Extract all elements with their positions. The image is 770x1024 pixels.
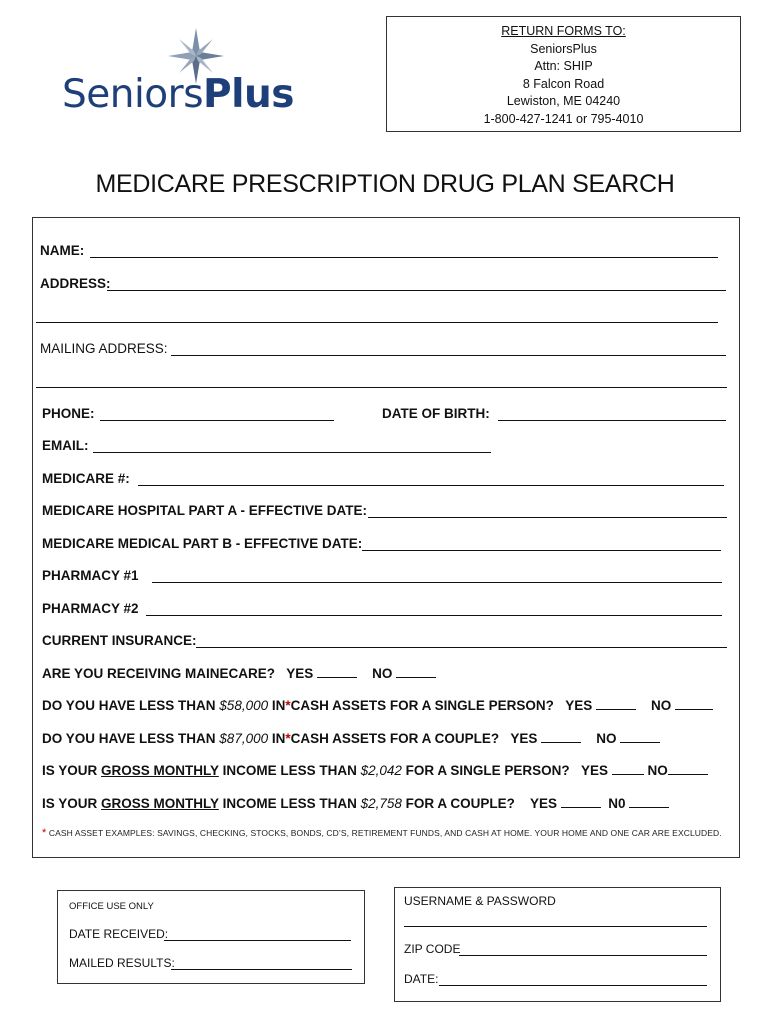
asterisk: * <box>285 698 291 713</box>
date-received-field[interactable] <box>164 940 351 941</box>
question-text: CASH ASSETS FOR A COUPLE? <box>290 731 500 746</box>
question-text: ARE YOU RECEIVING MAINECARE? <box>42 666 276 681</box>
yes-label: YES <box>565 698 593 713</box>
part-a-date-field[interactable] <box>368 517 727 518</box>
return-line: Lewiston, ME 04240 <box>506 94 621 108</box>
gross-monthly-text: GROSS MONTHLY <box>101 796 219 811</box>
current-insurance-field[interactable] <box>196 647 727 648</box>
medicare-number-field[interactable] <box>138 485 724 486</box>
mailed-results-label: MAILED RESULTS: <box>69 956 175 970</box>
mailing-address-field[interactable] <box>171 355 726 356</box>
mailing-address-label: MAILING ADDRESS: <box>40 341 168 356</box>
income-amount: $2,042 <box>360 763 402 778</box>
pharmacy-2-field[interactable] <box>146 615 722 616</box>
no-label: N0 <box>608 796 626 811</box>
income-amount: $2,758 <box>360 796 402 811</box>
zip-code-field[interactable] <box>459 955 707 956</box>
mailing-address-field-line-2[interactable] <box>36 387 727 388</box>
cash-asset-footnote <box>42 827 722 839</box>
couple-assets-yes-blank[interactable] <box>541 731 581 743</box>
current-insurance-label: CURRENT INSURANCE: <box>42 633 197 648</box>
asset-amount: $58,000 <box>219 698 269 713</box>
couple-assets-question <box>42 731 660 746</box>
single-income-yes-blank[interactable] <box>612 763 644 775</box>
username-password-heading: USERNAME & PASSWORD <box>404 894 556 908</box>
question-text: FOR A SINGLE PERSON? <box>405 763 570 778</box>
yes-label: YES <box>580 763 608 778</box>
question-text: IN <box>271 731 286 746</box>
yes-label: YES <box>510 731 538 746</box>
question-text: INCOME LESS THAN <box>222 796 357 811</box>
date-field[interactable] <box>439 985 707 986</box>
question-text: DO YOU HAVE LESS THAN <box>42 698 216 713</box>
name-field[interactable] <box>90 257 718 258</box>
gross-monthly-text: GROSS MONTHLY <box>101 763 219 778</box>
mainecare-question <box>42 666 436 681</box>
footnote-text: CASH ASSET EXAMPLES: SAVINGS, CHECKING, STOCKS, BONDS, CD’S, RETIREMENT FUNDS, AND CASH AT HOME. YOUR HOME AND ONE CAR ARE EXCLUDED. <box>48 828 722 838</box>
question-text: FOR A COUPLE? <box>405 796 515 811</box>
no-label: NO <box>650 698 672 713</box>
office-use-heading: OFFICE USE ONLY <box>69 901 154 912</box>
seniorsplus-logo <box>62 28 302 117</box>
phone-label: PHONE: <box>42 406 95 421</box>
asterisk: * <box>42 827 47 839</box>
username-password-field[interactable] <box>404 926 707 927</box>
couple-income-yes-blank[interactable] <box>561 796 601 808</box>
return-heading: RETURN FORMS TO: <box>501 24 626 38</box>
no-label: NO <box>647 763 668 778</box>
part-a-label: MEDICARE HOSPITAL PART A - EFFECTIVE DATE: <box>42 503 368 518</box>
couple-income-question <box>42 796 669 811</box>
question-text: DO YOU HAVE LESS THAN <box>42 731 216 746</box>
medicare-number-label: MEDICARE #: <box>42 471 130 486</box>
question-text: IN <box>271 698 286 713</box>
no-label: NO <box>372 666 393 681</box>
office-use-box <box>57 890 365 984</box>
return-line: Attn: SHIP <box>534 59 593 73</box>
yes-label: YES <box>286 666 314 681</box>
logo-wordmark: SeniorsPlus <box>62 72 294 117</box>
question-text: IS YOUR <box>42 763 98 778</box>
single-assets-yes-blank[interactable] <box>596 698 636 710</box>
dob-field[interactable] <box>498 420 726 421</box>
couple-income-no-blank[interactable] <box>629 796 669 808</box>
single-income-no-blank[interactable] <box>668 763 708 775</box>
phone-field[interactable] <box>100 420 334 421</box>
pharmacy-2-label: PHARMACY #2 <box>42 601 139 616</box>
single-assets-no-blank[interactable] <box>675 698 713 710</box>
single-assets-question <box>42 698 713 713</box>
mailed-results-field[interactable] <box>171 969 352 970</box>
question-text: CASH ASSETS FOR A SINGLE PERSON? <box>290 698 554 713</box>
no-label: NO <box>596 731 617 746</box>
asterisk: * <box>285 731 291 746</box>
dob-label: DATE OF BIRTH: <box>382 406 490 421</box>
zip-code-label: ZIP CODE <box>404 942 461 956</box>
address-field-line-2[interactable] <box>36 322 718 323</box>
part-b-label: MEDICARE MEDICAL PART B - EFFECTIVE DATE: <box>42 536 363 551</box>
name-label: NAME: <box>40 243 85 258</box>
page-title: MEDICARE PRESCRIPTION DRUG PLAN SEARCH <box>95 170 675 198</box>
asset-amount: $87,000 <box>219 731 269 746</box>
return-address-box <box>386 16 741 132</box>
address-label: ADDRESS: <box>40 276 111 291</box>
question-text: INCOME LESS THAN <box>222 763 357 778</box>
username-password-box <box>394 887 721 1002</box>
single-income-question <box>42 763 708 778</box>
date-received-label: DATE RECEIVED: <box>69 927 169 941</box>
question-text: IS YOUR <box>42 796 98 811</box>
address-field[interactable] <box>107 290 726 291</box>
couple-assets-no-blank[interactable] <box>620 731 660 743</box>
yes-label: YES <box>529 796 557 811</box>
mainecare-yes-blank[interactable] <box>317 666 357 678</box>
pharmacy-1-field[interactable] <box>152 582 722 583</box>
return-line: 1-800-427-1241 or 795-4010 <box>483 111 644 126</box>
email-label: EMAIL: <box>42 438 89 453</box>
return-line: 8 Falcon Road <box>522 76 605 91</box>
return-line: SeniorsPlus <box>530 41 597 56</box>
part-b-date-field[interactable] <box>362 550 721 551</box>
pharmacy-1-label: PHARMACY #1 <box>42 568 139 583</box>
mainecare-no-blank[interactable] <box>396 666 436 678</box>
email-field[interactable] <box>93 452 491 453</box>
date-label: DATE: <box>404 972 439 986</box>
